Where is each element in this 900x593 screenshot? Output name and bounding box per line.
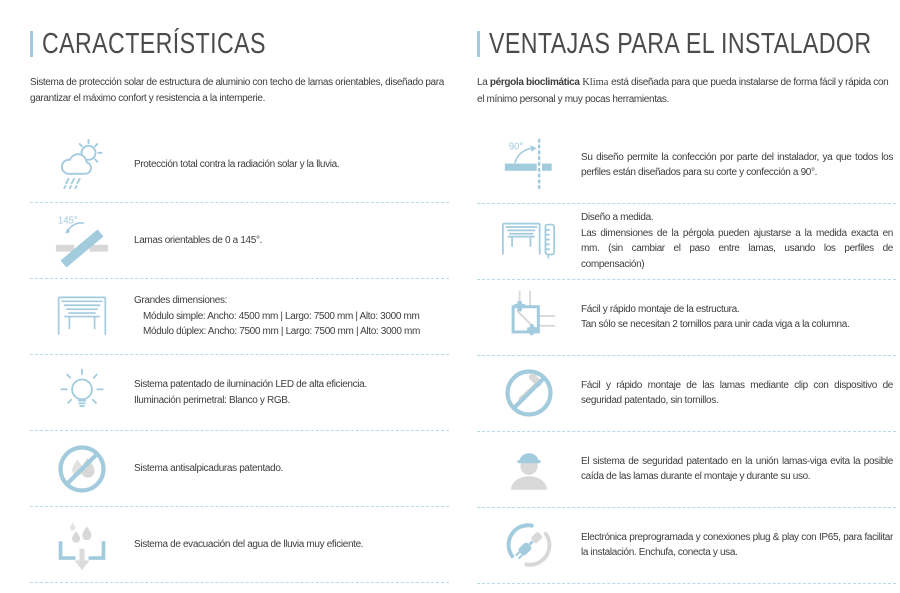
feature-line: Electrónica preprogramada y conexiones plug & play con IP65, para facilitar la instalación. Enchufa, conecta y usa. (581, 531, 893, 559)
feature-line: Su diseño permite la confección por parte del instalador, ya que todos los perfiles están diseñados para su corte y confección a 90°. (581, 151, 893, 179)
feature-line: Grandes dimensiones: (134, 295, 228, 307)
feature-line: Sistema patentado de iluminación LED de alta eficiencia. (134, 379, 367, 390)
feature-line: Protección total contra la radiación solar y la lluvia. (134, 158, 340, 170)
sun-cloud-rain-icon (54, 137, 110, 193)
title-accent-bar (30, 31, 33, 57)
feature-line: Sistema de evacuación del agua de lluvia muy eficiente. (134, 538, 364, 550)
icon-cell (477, 442, 581, 496)
section-title: VENTAJAS PARA EL INSTALADOR (489, 27, 872, 60)
louver-angle-145-icon (53, 212, 111, 270)
pergola-dimensions-icon (54, 289, 110, 345)
feature-line: Lamas orientables de 0 a 145°. (134, 234, 263, 246)
led-bulb-icon (55, 366, 109, 420)
feature-text (581, 150, 896, 181)
installer-advantages-column (477, 28, 896, 584)
section-header (477, 28, 896, 60)
features-column (30, 28, 449, 584)
icon-cell (477, 517, 581, 573)
icon-angle-label: 145° (57, 215, 78, 227)
feature-text (134, 157, 449, 173)
feature-row (477, 508, 896, 584)
feature-row (30, 279, 449, 355)
intro-bold: pérgola bioclimática (489, 77, 580, 88)
feature-row (477, 280, 896, 356)
feature-line: Fácil y rápido montaje de la estructura. (581, 303, 740, 315)
icon-cell (477, 289, 581, 345)
water-drainage-icon (54, 517, 110, 573)
feature-line: Iluminación perimetral: Blanco y RGB. (134, 394, 291, 406)
feature-line: El sistema de seguridad patentado en la unión lamas-viga evita la posible caída de las lamas durante el montaje y durante su uso. (581, 455, 893, 483)
feature-text (134, 293, 449, 340)
icon-angle-label: 90° (508, 141, 524, 153)
feature-row (30, 203, 449, 279)
feature-text (581, 210, 896, 272)
feature-row (477, 356, 896, 432)
no-screws-clip-icon (501, 365, 557, 421)
title-accent-bar (477, 31, 480, 57)
icon-cell (477, 212, 581, 270)
feature-text (581, 302, 896, 333)
feature-text (134, 377, 449, 408)
feature-row (477, 204, 896, 280)
feature-row (30, 355, 449, 431)
feature-list (477, 128, 896, 584)
icon-cell (30, 212, 134, 270)
worker-safety-icon (502, 442, 556, 496)
feature-row (30, 507, 449, 583)
feature-row (477, 432, 896, 508)
icon-cell (30, 289, 134, 345)
icon-cell (477, 136, 581, 194)
feature-row (477, 128, 896, 204)
feature-text (581, 530, 896, 561)
icon-cell (30, 517, 134, 573)
structure-assembly-icon (501, 289, 557, 345)
custom-size-ruler-icon (500, 212, 558, 270)
feature-text (134, 461, 449, 477)
angle-90-cut-icon (500, 136, 558, 194)
intro-text (477, 75, 896, 108)
feature-line: Diseño a medida. (581, 212, 654, 224)
icon-cell (30, 366, 134, 420)
feature-text (581, 454, 896, 485)
feature-row (30, 127, 449, 203)
no-splash-icon (54, 441, 110, 497)
intro-rest: está diseñada para que pueda instalarse de forma fácil y rápida con el mínimo personal y muy pocas herramientas. (477, 77, 889, 105)
section-header (30, 28, 449, 60)
plug-play-icon (501, 517, 557, 573)
intro-prefix: La (477, 77, 490, 88)
feature-row (30, 431, 449, 507)
feature-text (134, 233, 449, 249)
feature-text (581, 378, 896, 409)
section-title: CARACTERÍSTICAS (42, 27, 266, 60)
feature-line: Las dimensiones de la pérgola pueden ajustarse a la medida exacta en mm. (sin cambiar el paso entre lamas, usando los perfiles de compensación) (581, 227, 893, 270)
feature-list (30, 127, 449, 583)
brand-name: Klima (579, 77, 612, 88)
icon-cell (477, 365, 581, 421)
icon-cell (30, 137, 134, 193)
feature-text (134, 537, 449, 553)
feature-line: Fácil y rápido montaje de las lamas mediante clip con dispositivo de seguridad patentado, sin tornillos. (581, 379, 893, 407)
feature-line: Módulo simple: Ancho: 4500 mm | Largo: 7500 mm | Alto: 3000 mm (143, 310, 420, 322)
feature-line: Módulo dúplex: Ancho: 7500 mm | Largo: 7500 mm | Alto: 3000 mm (143, 326, 420, 338)
icon-cell (30, 441, 134, 497)
feature-line: Tan sólo se necesitan 2 tornillos para unir cada viga a la columna. (581, 319, 850, 331)
intro-text: Sistema de protección solar de estructura de aluminio con techo de lamas orientables, diseñado para garantizar el máximo confort y resistencia a la intemperie. (30, 77, 444, 104)
feature-line: Sistema antisalpicaduras patentado. (134, 462, 283, 474)
